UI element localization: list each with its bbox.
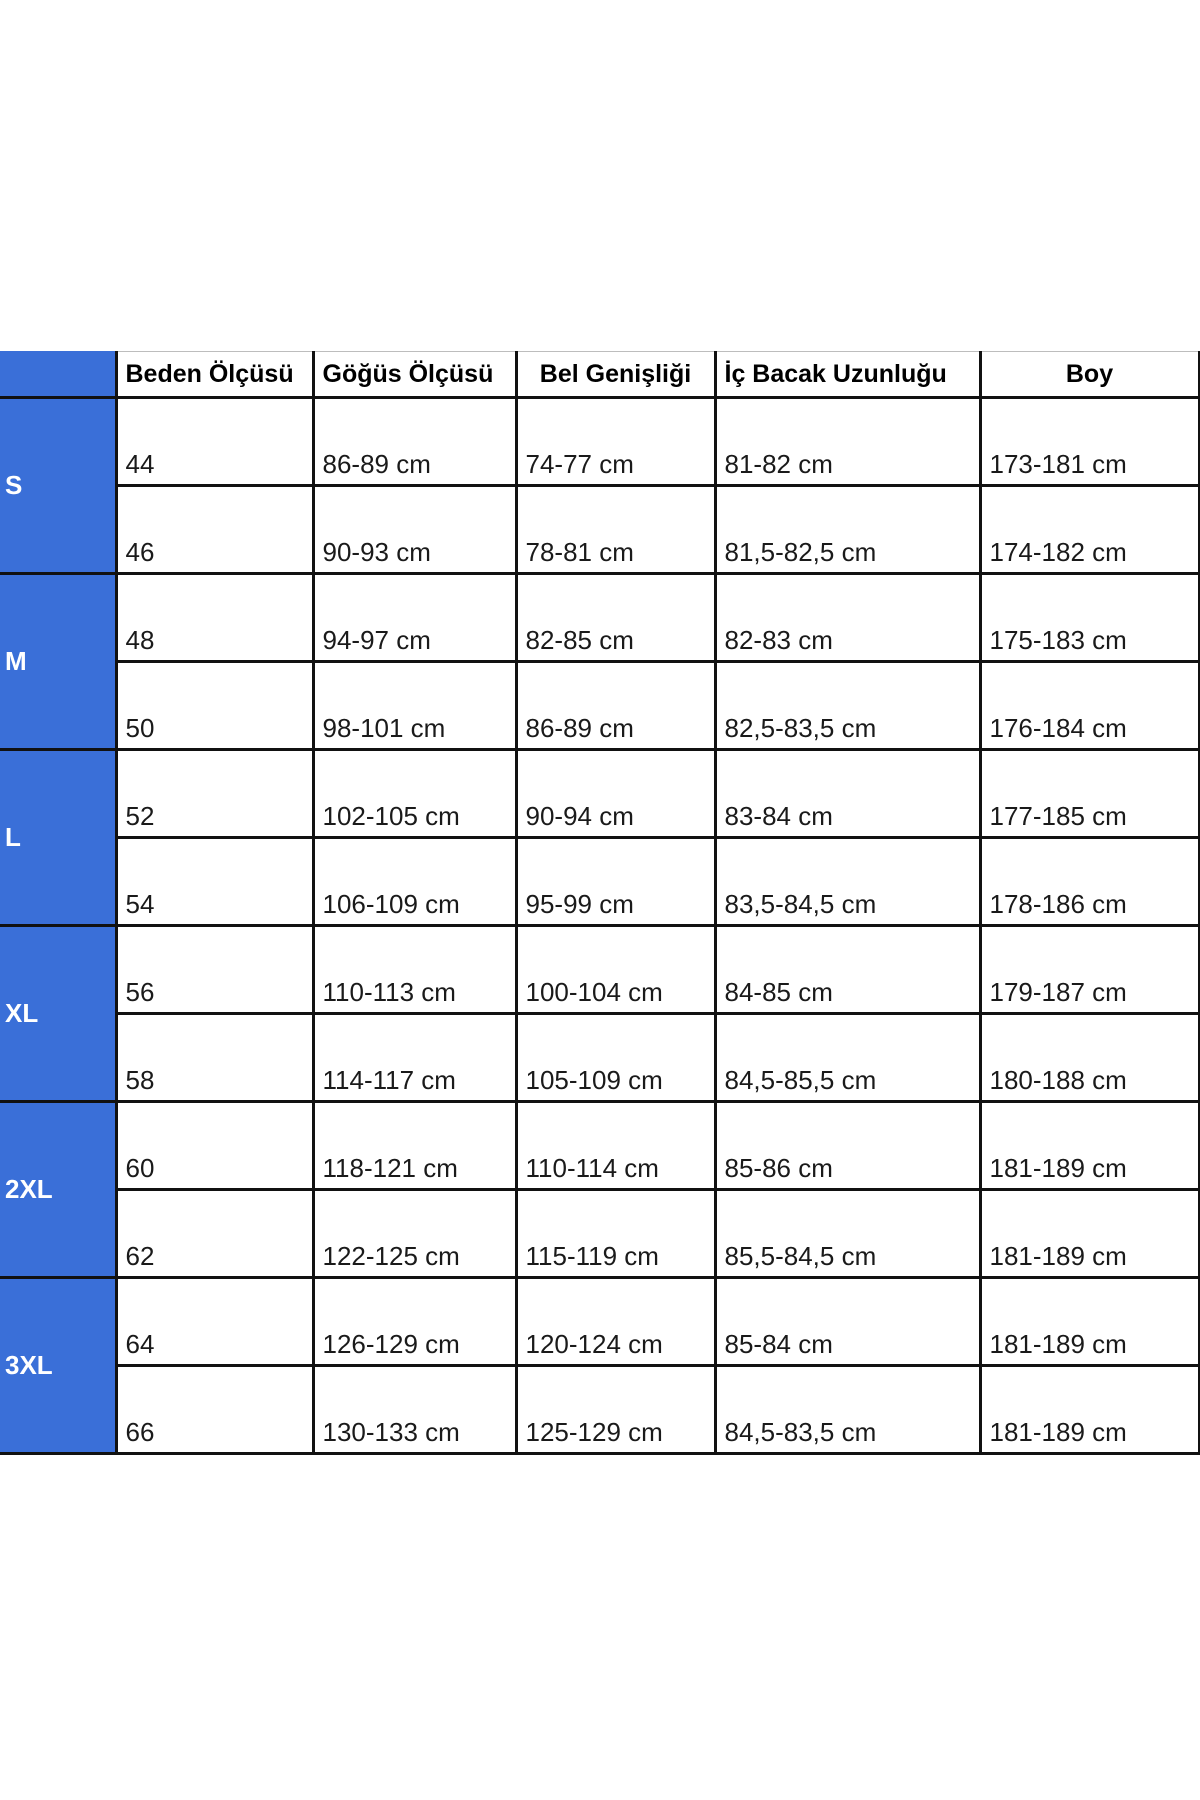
gogus-cell: 90-93 cm [313, 486, 516, 574]
gogus-cell: 122-125 cm [313, 1190, 516, 1278]
gogus-cell: 102-105 cm [313, 750, 516, 838]
bel-cell: 105-109 cm [516, 1014, 715, 1102]
header-corner [0, 352, 116, 398]
table-row [0, 486, 1199, 574]
boy-cell: 181-189 cm [980, 1102, 1199, 1190]
table-row [0, 750, 1199, 838]
ic-bacak-cell: 85-84 cm [715, 1278, 980, 1366]
bel-cell: 110-114 cm [516, 1102, 715, 1190]
table-row [0, 574, 1199, 662]
beden-cell: 58 [116, 1014, 313, 1102]
table-row [0, 1190, 1199, 1278]
header-gogus-olcusu: Göğüs Ölçüsü [313, 352, 516, 398]
header-bel-genisligi: Bel Genişliği [516, 352, 715, 398]
boy-cell: 181-189 cm [980, 1190, 1199, 1278]
gogus-cell: 86-89 cm [313, 398, 516, 486]
ic-bacak-cell: 81,5-82,5 cm [715, 486, 980, 574]
ic-bacak-cell: 85,5-84,5 cm [715, 1190, 980, 1278]
boy-cell: 181-189 cm [980, 1366, 1199, 1454]
ic-bacak-cell: 81-82 cm [715, 398, 980, 486]
beden-cell: 48 [116, 574, 313, 662]
beden-cell: 60 [116, 1102, 313, 1190]
bel-cell: 82-85 cm [516, 574, 715, 662]
size-chart-table [0, 351, 1200, 1455]
size-group-label: 2XL [0, 1102, 116, 1278]
beden-cell: 46 [116, 486, 313, 574]
ic-bacak-cell: 83-84 cm [715, 750, 980, 838]
table-row [0, 1014, 1199, 1102]
boy-cell: 179-187 cm [980, 926, 1199, 1014]
bel-cell: 100-104 cm [516, 926, 715, 1014]
size-group-label: XL [0, 926, 116, 1102]
boy-cell: 173-181 cm [980, 398, 1199, 486]
gogus-cell: 118-121 cm [313, 1102, 516, 1190]
table-row [0, 398, 1199, 486]
bel-cell: 86-89 cm [516, 662, 715, 750]
gogus-cell: 126-129 cm [313, 1278, 516, 1366]
ic-bacak-cell: 84,5-85,5 cm [715, 1014, 980, 1102]
gogus-cell: 94-97 cm [313, 574, 516, 662]
boy-cell: 177-185 cm [980, 750, 1199, 838]
boy-cell: 178-186 cm [980, 838, 1199, 926]
bel-cell: 78-81 cm [516, 486, 715, 574]
bel-cell: 95-99 cm [516, 838, 715, 926]
bel-cell: 115-119 cm [516, 1190, 715, 1278]
beden-cell: 66 [116, 1366, 313, 1454]
beden-cell: 52 [116, 750, 313, 838]
table-row [0, 838, 1199, 926]
header-row [0, 352, 1199, 398]
size-group-label: L [0, 750, 116, 926]
header-boy: Boy [980, 352, 1199, 398]
size-group-label: S [0, 398, 116, 574]
bel-cell: 90-94 cm [516, 750, 715, 838]
boy-cell: 175-183 cm [980, 574, 1199, 662]
gogus-cell: 114-117 cm [313, 1014, 516, 1102]
ic-bacak-cell: 84,5-83,5 cm [715, 1366, 980, 1454]
gogus-cell: 130-133 cm [313, 1366, 516, 1454]
table-row [0, 662, 1199, 750]
ic-bacak-cell: 82-83 cm [715, 574, 980, 662]
table-row [0, 926, 1199, 1014]
beden-cell: 50 [116, 662, 313, 750]
bel-cell: 120-124 cm [516, 1278, 715, 1366]
header-beden-olcusu: Beden Ölçüsü [116, 352, 313, 398]
bel-cell: 74-77 cm [516, 398, 715, 486]
bel-cell: 125-129 cm [516, 1366, 715, 1454]
table-row [0, 1278, 1199, 1366]
table-row [0, 1366, 1199, 1454]
beden-cell: 56 [116, 926, 313, 1014]
beden-cell: 44 [116, 398, 313, 486]
gogus-cell: 106-109 cm [313, 838, 516, 926]
beden-cell: 64 [116, 1278, 313, 1366]
gogus-cell: 110-113 cm [313, 926, 516, 1014]
table-row [0, 1102, 1199, 1190]
beden-cell: 54 [116, 838, 313, 926]
boy-cell: 176-184 cm [980, 662, 1199, 750]
beden-cell: 62 [116, 1190, 313, 1278]
gogus-cell: 98-101 cm [313, 662, 516, 750]
size-group-label: 3XL [0, 1278, 116, 1454]
ic-bacak-cell: 83,5-84,5 cm [715, 838, 980, 926]
ic-bacak-cell: 84-85 cm [715, 926, 980, 1014]
size-group-label: M [0, 574, 116, 750]
boy-cell: 181-189 cm [980, 1278, 1199, 1366]
ic-bacak-cell: 82,5-83,5 cm [715, 662, 980, 750]
boy-cell: 174-182 cm [980, 486, 1199, 574]
ic-bacak-cell: 85-86 cm [715, 1102, 980, 1190]
boy-cell: 180-188 cm [980, 1014, 1199, 1102]
header-ic-bacak-uzunlugu: İç Bacak Uzunluğu [715, 352, 980, 398]
